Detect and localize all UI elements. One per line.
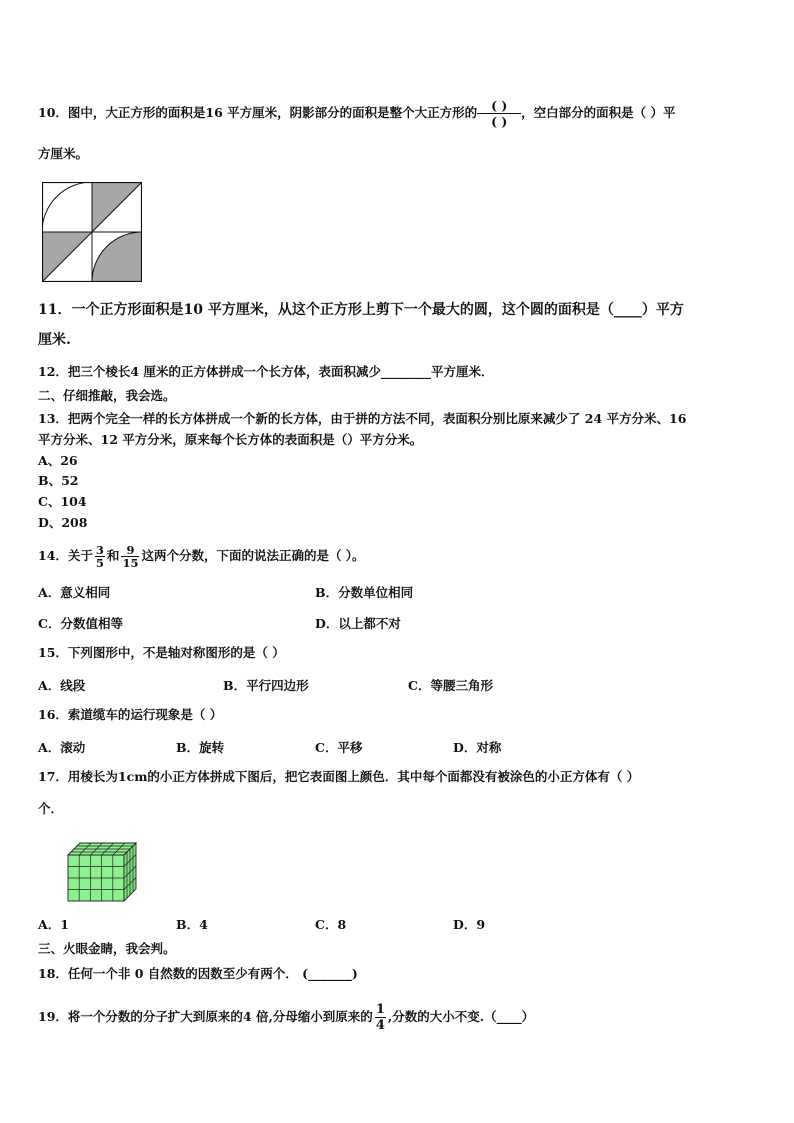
q14-f2-den: 15	[122, 556, 139, 570]
q17-option-d[interactable]: D．9	[453, 917, 486, 932]
q16-option-a[interactable]: A．滚动	[38, 740, 86, 755]
q19-fraction	[375, 1002, 386, 1033]
q14-option-d[interactable]: D．以上都不对	[315, 616, 401, 631]
q16-text: 16．索道缆车的运行现象是（ ）	[38, 707, 223, 722]
q10-line2: 方厘米。	[38, 146, 89, 161]
q15-text: 15．下列图形中，不是轴对称图形的是（ ）	[38, 645, 285, 660]
q10-answer-fraction[interactable]	[477, 98, 521, 129]
q10-line1	[38, 98, 676, 129]
section2-title: 二、仔细推敲，我会选。	[38, 388, 176, 403]
q19-text-b: ,分数的大小不变.（____）	[387, 1009, 535, 1024]
q13-option-b[interactable]: B、52	[38, 473, 79, 488]
q19-line	[38, 1002, 534, 1033]
q12-text: 12．把三个棱长4 厘米的正方体拼成一个长方体，表面积减少________平方厘米．	[38, 364, 494, 379]
q14-fraction-2	[121, 544, 139, 569]
q14-option-b[interactable]: B．分数单位相同	[315, 585, 414, 600]
q17-option-b[interactable]: B．4	[176, 917, 208, 932]
q14-option-c[interactable]: C．分数值相等	[38, 616, 123, 631]
q15-option-b[interactable]: B．平行四边形	[223, 678, 309, 693]
q15-option-a[interactable]: A．线段	[38, 678, 86, 693]
q17-option-a[interactable]: A．1	[38, 917, 69, 932]
q13-option-c[interactable]: C、104	[38, 494, 87, 509]
q10-frac-den: ( )	[491, 114, 508, 129]
q14-f1-den: 5	[95, 556, 104, 570]
q11-line1: 11．一个正方形面积是10 平方厘米，从这个正方形上剪下一个最大的圆，这个圆的面积是（____）平方	[38, 302, 684, 318]
q13-line2: 平方分米、12 平方分米，原来每个长方体的表面积是（）平方分米。	[38, 432, 423, 447]
q19-f-num: 1	[375, 1002, 385, 1017]
q14-mid: 和	[106, 548, 120, 563]
q13-option-a[interactable]: A、26	[38, 453, 78, 468]
q14-f2-num: 9	[121, 544, 139, 557]
q10-shade-bottom-right	[92, 232, 142, 282]
q17-cube-figure	[66, 841, 138, 903]
q18-text: 18．任何一个非 0 自然数的因数至少有两个． (_______)	[38, 966, 358, 981]
q14-line	[38, 544, 365, 569]
q14-fraction-1	[95, 544, 105, 569]
q10-square-figure	[42, 182, 142, 282]
q11-line2: 厘米.	[38, 332, 71, 348]
q19-text-a: 19．将一个分数的分子扩大到原来的4 倍,分母缩小到原来的	[38, 1009, 373, 1024]
q16-option-c[interactable]: C．平移	[315, 740, 363, 755]
q10-text-a: 图中，大正方形的面积是16 平方厘米，阴影部分的面积是整个大正方形的	[67, 105, 478, 120]
q14-prefix: 14．关于	[38, 548, 93, 563]
q17-option-c[interactable]: C．8	[315, 917, 347, 932]
q13-option-d[interactable]: D、208	[38, 515, 88, 530]
q19-f-den: 4	[375, 1018, 385, 1033]
section3-title: 三、火眼金睛，我会判。	[38, 941, 176, 956]
q10-number: 10．	[38, 105, 68, 120]
q16-option-b[interactable]: B．旋转	[176, 740, 225, 755]
q16-option-d[interactable]: D．对称	[453, 740, 502, 755]
q17-line2: 个．	[38, 801, 64, 816]
q10-frac-num: ( )	[477, 98, 521, 114]
q14-suffix: 这两个分数，下面的说法正确的是（ ）。	[141, 548, 365, 563]
q14-option-a[interactable]: A．意义相同	[38, 585, 111, 600]
q17-line1: 17．用棱长为1cm的小正方体拼成下图后，把它表面图上颜色．其中每个面都没有被涂色的小正方体有（ ）	[38, 769, 640, 784]
q10-text-b: ，空白部分的面积是（ ）平	[521, 105, 676, 120]
q13-line1: 13．把两个完全一样的长方体拼成一个新的长方体，由于拼的方法不同，表面积分别比原来减少了 24 平方分米、16	[38, 411, 687, 426]
q14-f1-num: 3	[95, 543, 104, 557]
q15-option-c[interactable]: C．等腰三角形	[408, 678, 493, 693]
